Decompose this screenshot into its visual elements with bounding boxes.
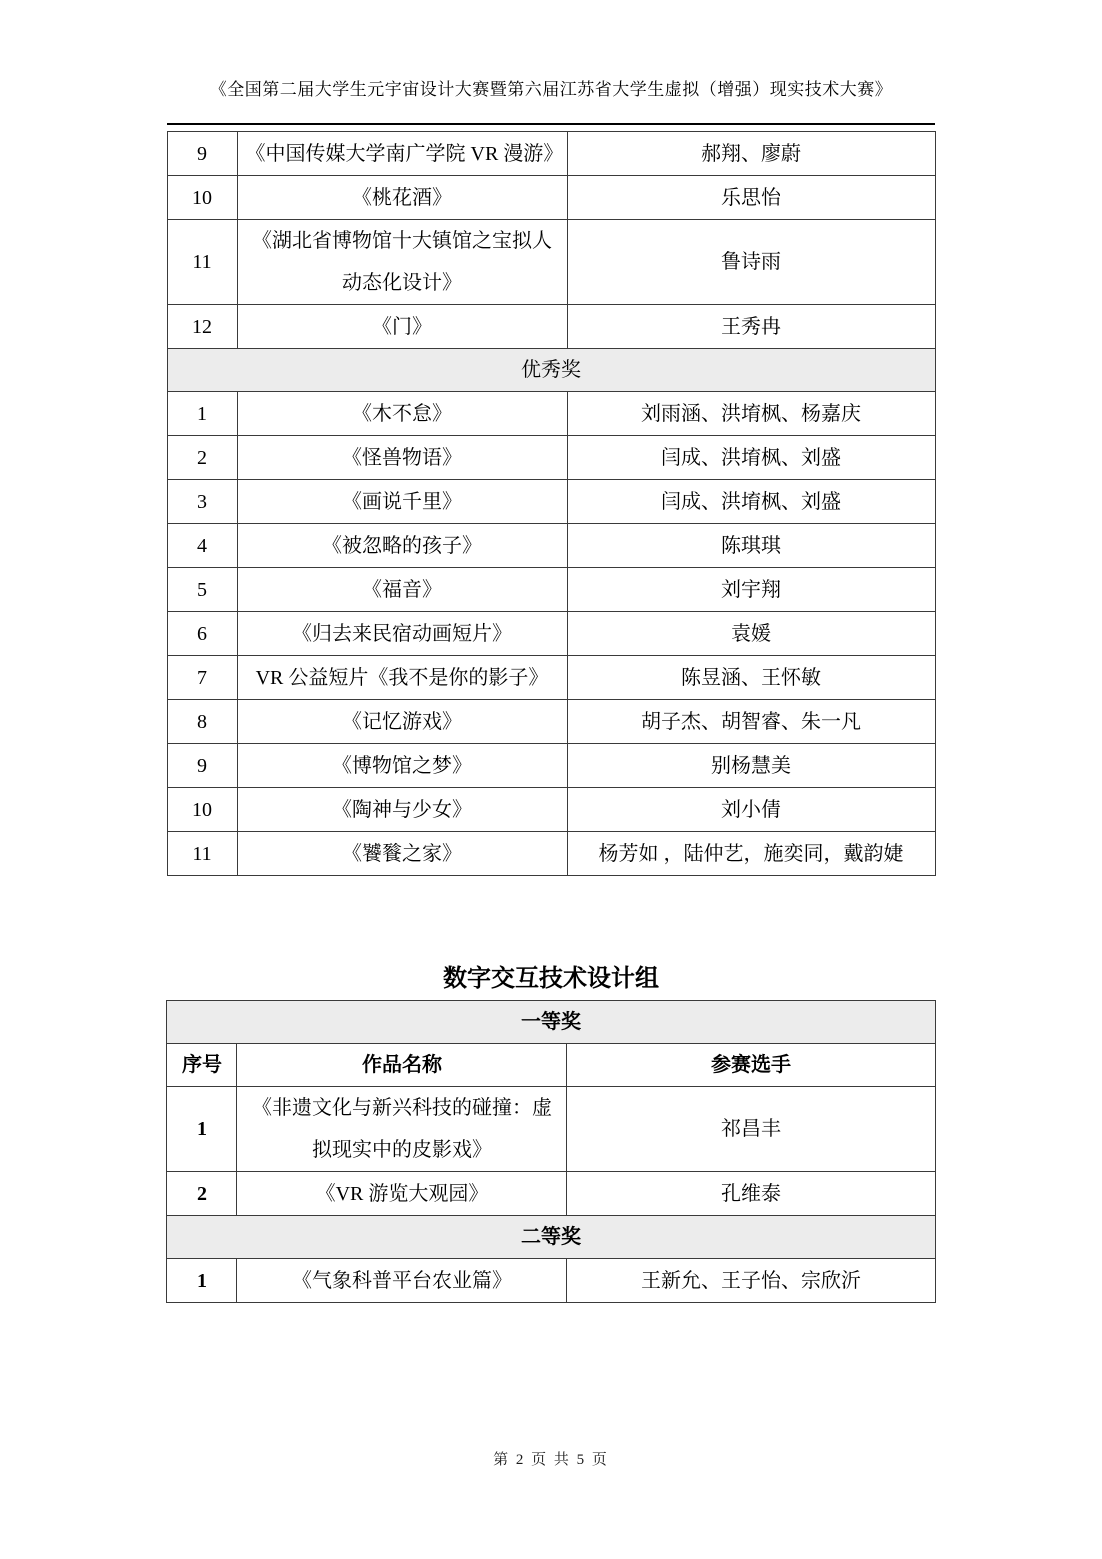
cell-index: 7 — [167, 656, 237, 700]
cell-contestants: 鲁诗雨 — [567, 220, 935, 305]
table-row — [167, 1087, 935, 1172]
table-row — [167, 788, 935, 832]
cell-work-title: 《画说千里》 — [237, 480, 567, 524]
animation-awards-table — [167, 131, 936, 876]
table-row — [167, 1259, 935, 1303]
cell-index: 1 — [167, 392, 237, 436]
band-label: 一等奖 — [167, 1001, 935, 1044]
cell-index: 5 — [167, 568, 237, 612]
cell-contestants: 乐思怡 — [567, 176, 935, 220]
table-row — [167, 524, 935, 568]
table-row — [167, 1172, 935, 1216]
cell-contestants: 祁昌丰 — [567, 1087, 935, 1172]
cell-work-title: 《陶神与少女》 — [237, 788, 567, 832]
header-rule — [167, 123, 935, 125]
cell-index: 11 — [167, 220, 237, 305]
second-prize-band — [167, 1216, 935, 1259]
cell-contestants: 别杨慧美 — [567, 744, 935, 788]
cell-contestants: 杨芳如 ，陆仲艺，施奕同，戴韵婕 — [567, 832, 935, 876]
band-label: 优秀奖 — [167, 349, 935, 392]
column-header-contestants: 参赛选手 — [567, 1044, 935, 1087]
cell-work-title: 《怪兽物语》 — [237, 436, 567, 480]
table-row — [167, 656, 935, 700]
table-row — [167, 305, 935, 349]
cell-index: 8 — [167, 700, 237, 744]
cell-contestants: 陈昱涵、王怀敏 — [567, 656, 935, 700]
cell-contestants: 郝翔、廖蔚 — [567, 132, 935, 176]
cell-contestants: 袁媛 — [567, 612, 935, 656]
cell-work-title: 《博物馆之梦》 — [237, 744, 567, 788]
cell-index: 9 — [167, 132, 237, 176]
table-row — [167, 568, 935, 612]
table-row — [167, 132, 935, 176]
cell-index: 6 — [167, 612, 237, 656]
cell-index: 2 — [167, 436, 237, 480]
cell-contestants: 闫成、洪堉枫、刘盛 — [567, 436, 935, 480]
cell-index: 3 — [167, 480, 237, 524]
cell-index: 10 — [167, 176, 237, 220]
cell-work-title: 《VR 游览大观园》 — [237, 1172, 567, 1216]
table-row — [167, 436, 935, 480]
cell-index: 1 — [167, 1087, 237, 1172]
cell-work-title: 《非遗文化与新兴科技的碰撞：虚拟现实中的皮影戏》 — [237, 1087, 567, 1172]
cell-work-title: 《桃花酒》 — [237, 176, 567, 220]
table-row — [167, 700, 935, 744]
cell-contestants: 陈琪琪 — [567, 524, 935, 568]
competition-title: 《全国第二届大学生元宇宙设计大赛暨第六届江苏省大学生虚拟（增强）现实技术大赛》 — [209, 80, 893, 99]
cell-work-title: 《湖北省博物馆十大镇馆之宝拟人动态化设计》 — [237, 220, 567, 305]
band-label: 二等奖 — [167, 1216, 935, 1259]
cell-contestants: 闫成、洪堉枫、刘盛 — [567, 480, 935, 524]
column-header-work: 作品名称 — [237, 1044, 567, 1087]
cell-index: 4 — [167, 524, 237, 568]
cell-index: 9 — [167, 744, 237, 788]
cell-contestants: 王新允、王子怡、宗欣沂 — [567, 1259, 935, 1303]
table-row — [167, 744, 935, 788]
table-row — [167, 480, 935, 524]
first-prize-band — [167, 1001, 935, 1044]
cell-contestants: 刘雨涵、洪堉枫、杨嘉庆 — [567, 392, 935, 436]
cell-index: 2 — [167, 1172, 237, 1216]
cell-work-title: 《福音》 — [237, 568, 567, 612]
cell-work-title: 《归去来民宿动画短片》 — [237, 612, 567, 656]
table-row — [167, 220, 935, 305]
page-footer: 第 2 页 共 5 页 — [493, 1452, 609, 1468]
cell-work-title: 《被忽略的孩子》 — [237, 524, 567, 568]
cell-index: 1 — [167, 1259, 237, 1303]
cell-work-title: 《中国传媒大学南广学院 VR 漫游》 — [237, 132, 567, 176]
table-row — [167, 176, 935, 220]
section-title-digital-interactive: 数字交互技术设计组 — [443, 965, 659, 992]
cell-contestants: 王秀冉 — [567, 305, 935, 349]
cell-work-title: 《木不怠》 — [237, 392, 567, 436]
page-header — [167, 0, 935, 102]
cell-work-title: 《气象科普平台农业篇》 — [237, 1259, 567, 1303]
excellence-award-band — [167, 349, 935, 392]
cell-index: 11 — [167, 832, 237, 876]
cell-contestants: 胡子杰、胡智睿、朱一凡 — [567, 700, 935, 744]
cell-contestants: 刘小倩 — [567, 788, 935, 832]
table-row — [167, 612, 935, 656]
table-row — [167, 832, 935, 876]
cell-contestants: 孔维泰 — [567, 1172, 935, 1216]
cell-contestants: 刘宇翔 — [567, 568, 935, 612]
table-header-row — [167, 1044, 935, 1087]
digital-interactive-awards-table — [166, 1000, 935, 1303]
column-header-no: 序号 — [167, 1044, 237, 1087]
cell-index: 10 — [167, 788, 237, 832]
cell-index: 12 — [167, 305, 237, 349]
cell-work-title: 《门》 — [237, 305, 567, 349]
cell-work-title: 《饕餮之家》 — [237, 832, 567, 876]
cell-work-title: VR 公益短片《我不是你的影子》 — [237, 656, 567, 700]
table-row — [167, 392, 935, 436]
cell-work-title: 《记忆游戏》 — [237, 700, 567, 744]
